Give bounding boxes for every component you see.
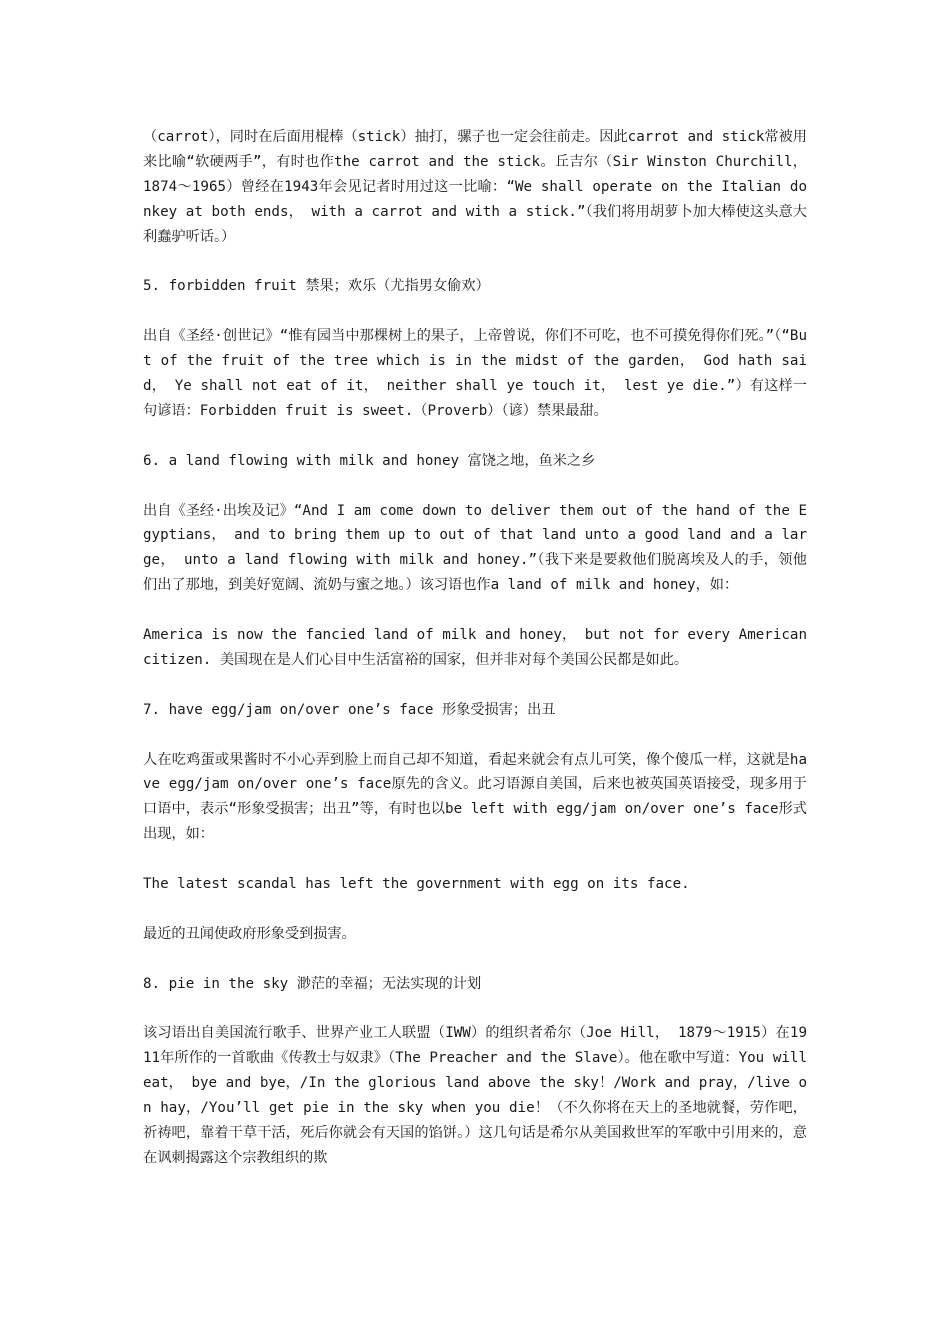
document-body: [143, 125, 807, 1196]
heading-forbidden-fruit: 5. forbidden fruit 禁果；欢乐（尤指男女偷欢）: [143, 278, 490, 295]
paragraph-milk-and-honey: 出自《圣经·出埃及记》“And I am come down to deliver them out of the hand of the Egyptians， and to bring them up to out of that land unto a good land and a large， unto a land flowing with milk and honey.”（我下来是要救他们脱离埃及人的手，领他们出了那地，到美好宽阔、流奶与蜜之地。）该习语也作a land of milk and honey，如：: [143, 502, 807, 594]
paragraph-forbidden-fruit: 出自《圣经·创世记》“惟有园当中那棵树上的果子，上帝曾说，你们不可吃，也不可摸免得你们死。”（“But of the fruit of the tree which is in the midst of the garden， God hath said， Ye shall not eat of it， neither shall ye touch it， lest ye die.”）有这样一句谚语：Forbidden fruit is sweet.（Proverb）（谚）禁果最甜。: [143, 328, 807, 419]
heading-pie-in-the-sky: 8. pie in the sky 渺茫的幸福；无法实现的计划: [143, 975, 482, 992]
heading-egg-on-face: 7. have egg/jam on/over one’s face 形象受损害；出丑: [143, 701, 556, 718]
paragraph-pie-in-the-sky: 该习语出自美国流行歌手、世界产业工人联盟（IWW）的组织者希尔（Joe Hill， 1879～1915）在1911年所作的一首歌曲《传教士与奴隶》（The Preacher and the Slave）。他在歌中写道：You will eat， bye and bye，/In the glorious land above the sky！/Work and pray，/live on hay，/You’ll get pie in the sky when you die！（不久你将在天上的圣地就餐，劳作吧，祈祷吧，靠着干草干活，死后你就会有天国的馅饼。）这几句话是希尔从美国救世军的军歌中引用来的，意在讽刺揭露这个宗教组织的欺: [143, 1025, 807, 1166]
example-egg-on-face-translation: 最近的丑闻使政府形象受到损害。: [143, 925, 356, 942]
example-milk-and-honey: America is now the fancied land of milk and honey， but not for every American citizen. 美国现在是人们心目中生活富裕的国家，但并非对每个美国公民都是如此。: [143, 627, 807, 668]
paragraph-carrot-and-stick: （carrot），同时在后面用棍棒（stick）抽打，骡子也一定会往前走。因此carrot and stick常被用来比喻“软硬两手”，有时也作the carrot and the stick。丘吉尔（Sir Winston Churchill，1874～1965）曾经在1943年会见记者时用过这一比喻：“We shall operate on the Italian donkey at both ends， with a carrot and with a stick.”（我们将用胡萝卜加大棒使这头意大利蠢驴听话。）: [143, 129, 807, 245]
example-egg-on-face: The latest scandal has left the government with egg on its face.: [143, 876, 690, 893]
heading-milk-and-honey: 6. a land flowing with milk and honey 富饶之地，鱼米之乡: [143, 452, 596, 469]
paragraph-egg-on-face: 人在吃鸡蛋或果酱时不小心弄到脸上而自己却不知道，看起来就会有点儿可笑，像个傻瓜一样，这就是have egg/jam on/over one’s face原先的含义。此习语源自美国，后来也被英国英语接受，现多用于口语中，表示“形象受损害；出丑”等，有时也以be left with egg/jam on/over one’s face形式出现，如：: [143, 751, 807, 843]
